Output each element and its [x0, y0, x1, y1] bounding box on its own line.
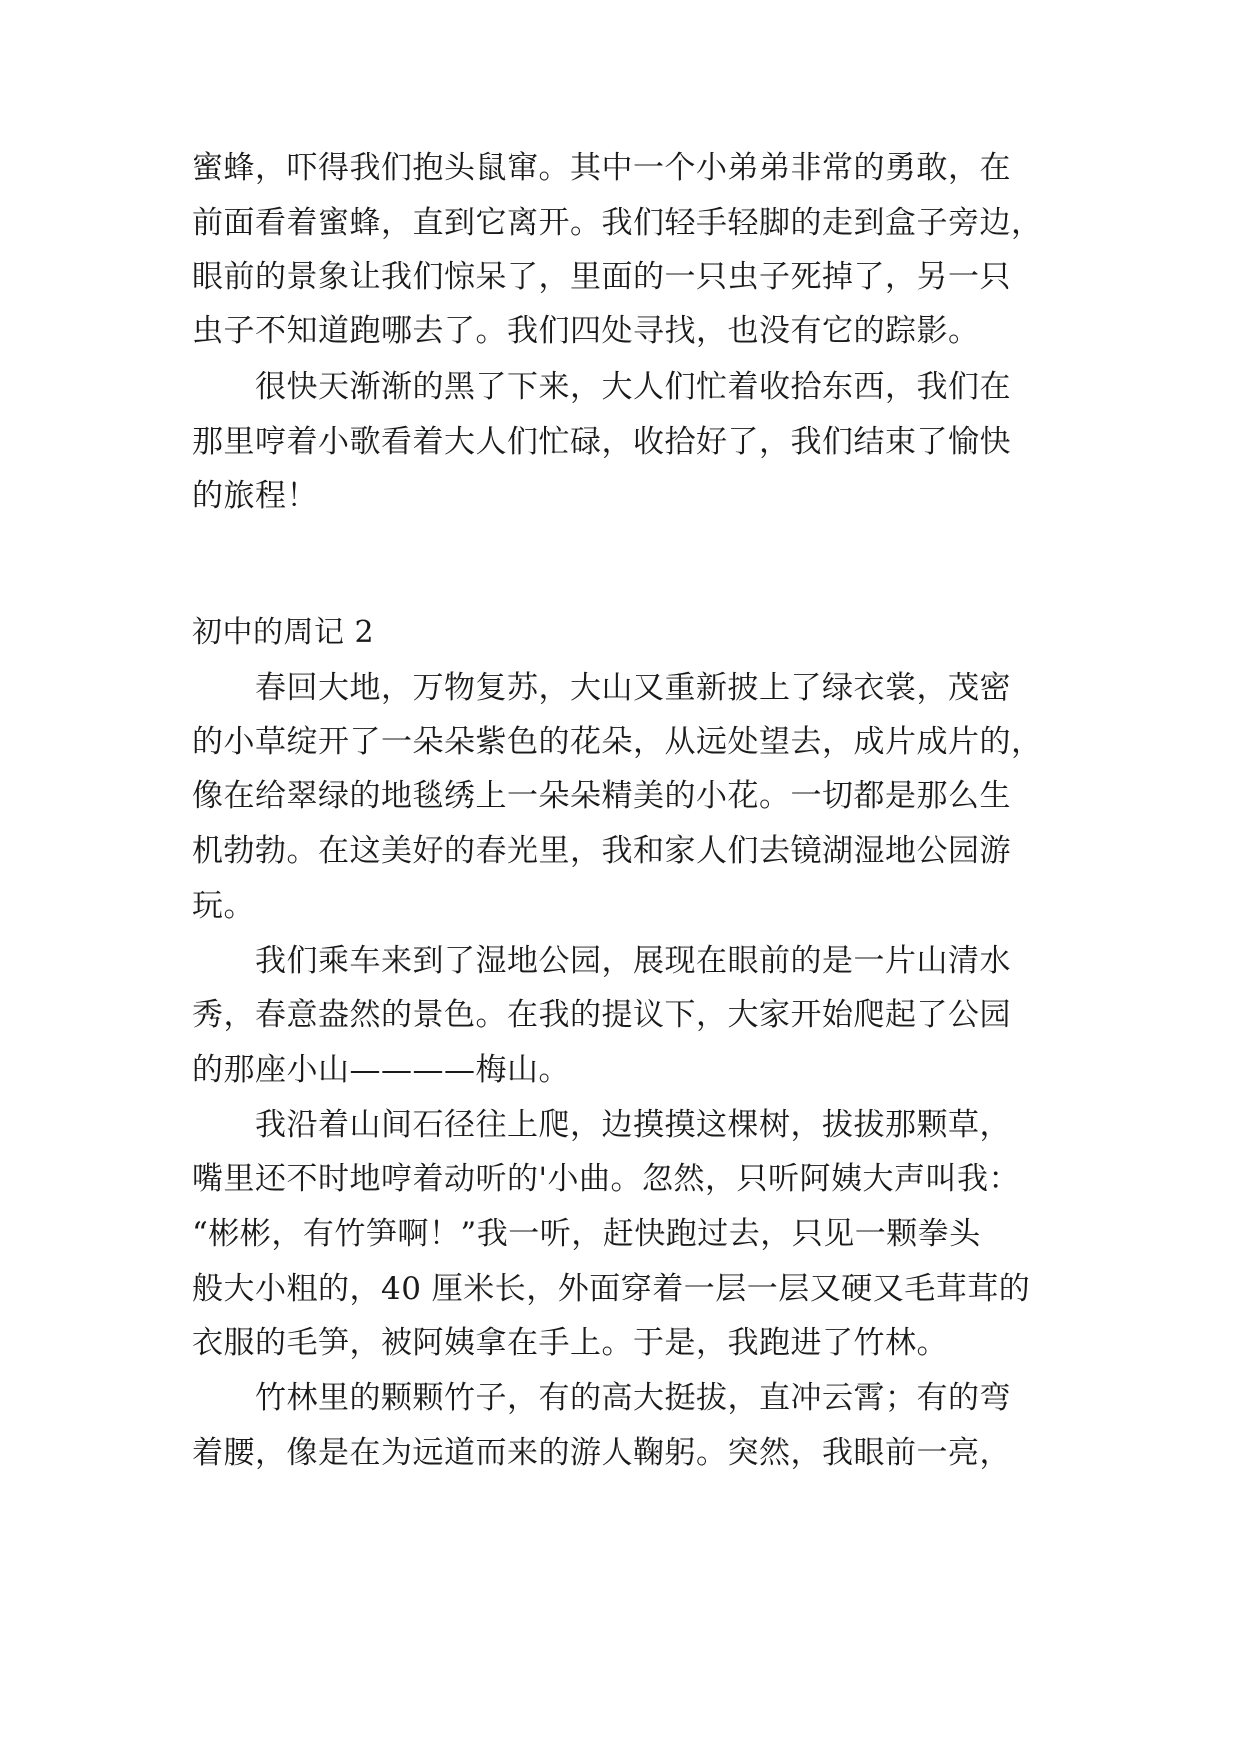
paragraph-line: “彬彬，有竹笋啊！”我一听，赶快跑过去，只见一颗拳头: [192, 1216, 981, 1252]
paragraph-line: 像在给翠绿的地毯绣上一朵朵精美的小花。一切都是那么生: [192, 778, 1011, 814]
paragraph-line: 虫子不知道跑哪去了。我们四处寻找，也没有它的踪影。: [192, 313, 980, 349]
paragraph-line: 我们乘车来到了湿地公园，展现在眼前的是一片山清水: [255, 943, 1011, 979]
paragraph-line: 眼前的景象让我们惊呆了，里面的一只虫子死掉了，另一只: [192, 259, 1011, 295]
paragraph-line: 蜜蜂，吓得我们抱头鼠窜。其中一个小弟弟非常的勇敢，在: [192, 150, 1011, 186]
paragraph-line: 般大小粗的，40 厘米长，外面穿着一层一层又硬又毛茸茸的: [192, 1271, 1031, 1307]
paragraph-line: 着腰，像是在为远道而来的游人鞠躬。突然，我眼前一亮，: [192, 1435, 1011, 1471]
paragraph-line: 的旅程！: [192, 478, 318, 514]
section-title: 初中的周记 2: [192, 615, 375, 650]
paragraph-line: 那里哼着小歌看着大人们忙碌，收拾好了，我们结束了愉快: [192, 424, 1011, 460]
paragraph-line: 秀，春意盎然的景色。在我的提议下，大家开始爬起了公园: [192, 997, 1011, 1033]
paragraph-line: 玩。: [192, 888, 255, 924]
paragraph-line: 的小草绽开了一朵朵紫色的花朵，从远处望去，成片成片的，: [192, 724, 1043, 760]
paragraph-line: 春回大地，万物复苏，大山又重新披上了绿衣裳，茂密: [255, 670, 1011, 706]
paragraph-line: 衣服的毛笋，被阿姨拿在手上。于是，我跑进了竹林。: [192, 1325, 948, 1361]
paragraph-line: 我沿着山间石径往上爬，边摸摸这棵树，拔拔那颗草，: [255, 1107, 1011, 1143]
paragraph-line: 很快天渐渐的黑了下来，大人们忙着收拾东西，我们在: [255, 369, 1011, 405]
paragraph-line: 嘴里还不时地哼着动听的'小曲。忽然，只听阿姨大声叫我：: [192, 1161, 1021, 1197]
paragraph-line: 的那座小山————梅山。: [192, 1052, 570, 1088]
paragraph-line: 机勃勃。在这美好的春光里，我和家人们去镜湖湿地公园游: [192, 833, 1011, 869]
paragraph-line: 前面看着蜜蜂，直到它离开。我们轻手轻脚的走到盒子旁边，: [192, 205, 1043, 241]
paragraph-line: 竹林里的颗颗竹子，有的高大挺拔，直冲云霄；有的弯: [255, 1380, 1011, 1416]
